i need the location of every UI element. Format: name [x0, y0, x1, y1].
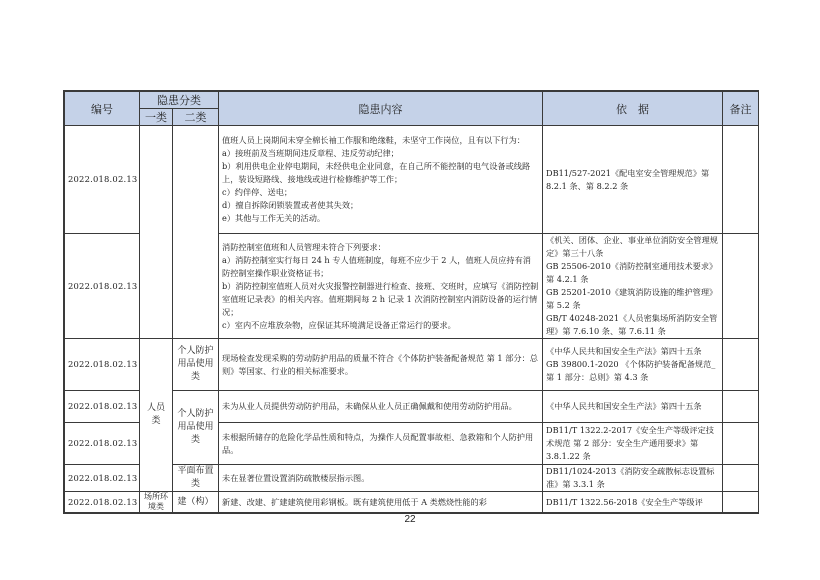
row-note: [723, 126, 759, 234]
row-note: [723, 339, 759, 391]
content-line: 现场检查发现采购的劳动防护用品的质量不符合《个体防护装备配备规范 第 1 部分：总则》等国家、行业的相关标准要求。: [222, 352, 538, 376]
content-line: 未在显著位置设置消防疏散楼层指示图。: [222, 472, 370, 483]
basis-line: GB 25201-2010《建筑消防设施的维护管理》第 5.2 条: [546, 287, 718, 310]
basis-line: DB11/T 1322.56-2018《安全生产等级评: [546, 496, 703, 507]
header-cat2: 二类: [173, 109, 219, 126]
content-line: d）擅自拆除闭锁装置或者使其失效；: [222, 200, 359, 210]
content-line: 消防控制室值班和人员管理未符合下列要求：: [222, 241, 386, 252]
row-cat2: 建（构）: [173, 492, 219, 513]
hazard-table: [63, 90, 759, 514]
header-content: 隐患内容: [219, 92, 543, 126]
content-line: b）利用供电企业停电期间，未经供电企业同意，在自己所不能控制的电气设备或线路上，装设短路线、接地线或进行检修维护等工作；: [222, 161, 531, 184]
row-basis: [543, 492, 723, 513]
content-line: e）其他与工作无关的活动。: [222, 213, 326, 223]
row-content: [219, 391, 543, 423]
content-line: a）消防控制室实行每日 24 h 专人值班制度，每班不应少于 2 人，值班人员应持有消防控制室操作职业资格证书；: [222, 254, 531, 278]
row-code: 2022.018.02.13: [65, 234, 140, 339]
row-code: 2022.018.02.13: [65, 465, 140, 492]
row-note: [723, 234, 759, 339]
row-note: [723, 391, 759, 423]
content-line: b）消防控制室值班人员对火灾报警控制器进行检查、接班、交班时，应填写《消防控制室值班记录表》的相关内容。值班期间每 2 h 记录 1 次消防控制室内消防设备的运行情况；: [222, 280, 539, 317]
header-note: 备注: [723, 92, 759, 126]
content-line: 新建、改建、扩建建筑使用彩钢板。既有建筑使用低于 A 类燃烧性能的彩: [222, 496, 487, 507]
basis-line: GB/T 40248-2021《人员密集场所消防安全管理》第 7.6.10 条、第 7.6.11 条: [546, 313, 718, 336]
content-line: 未为从业人员提供劳动防护用品，未确保从业人员正确佩戴和使用劳动防护用品。: [222, 401, 517, 411]
header-code: 编号: [65, 92, 140, 126]
basis-line: DB11/527-2021《配电室安全管理规范》第 8.2.1 条、第 8.2.2 条: [546, 167, 710, 191]
row-basis: [543, 126, 723, 234]
row-content: [219, 126, 543, 234]
header-basis: 依 据: [543, 92, 723, 126]
basis-line: 《中华人民共和国安全生产法》第四十五条: [546, 346, 702, 356]
row-basis: [543, 465, 723, 492]
content-line: a）接班前及当班期间违反章程、违反劳动纪律；: [222, 148, 399, 158]
row-content: [219, 339, 543, 391]
row-content: [219, 465, 543, 492]
basis-line: DB11/1024-2013《消防安全疏散标志设置标准》第 3.3.1 条: [546, 466, 715, 489]
row-cat2: 个人防护用品使用类: [173, 391, 219, 465]
row-basis: [543, 391, 723, 423]
row-cat2: 个人防护用品使用类: [173, 339, 219, 391]
basis-line: DB11/T 1322.2-2017《安全生产等级评定技术规范 第 2 部分：安全生产通用要求》第 3.8.1.22 条: [546, 425, 714, 461]
content-line: c）室内不应堆放杂物，应保证其环境满足设备正常运行的要求。: [222, 319, 456, 330]
row-content: [219, 234, 543, 339]
row-code: 2022.018.02.13: [65, 492, 140, 513]
row-note: [723, 423, 759, 465]
content-line: 未根据所储存的危险化学品性质和特点，为操作人员配置事故柜、急救箱和个人防护用品。: [222, 431, 534, 455]
row-code: 2022.018.02.13: [65, 339, 140, 391]
table-row: [65, 492, 759, 513]
row-cat1: 人员类: [140, 339, 173, 492]
page-number: 22: [404, 514, 416, 525]
basis-line: GB 39800.1-2020 《个体防护装备配备规范_第 1 部分：总则》第 4.3 条: [546, 359, 716, 382]
row-note: [723, 465, 759, 492]
row-basis: [543, 339, 723, 391]
row-content: [219, 423, 543, 465]
basis-line: GB 25506-2010《消防控制室通用技术要求》第 4.2.1 条: [546, 261, 718, 284]
row-cat2: 平面布置类: [173, 465, 219, 492]
basis-line: 《机关、团体、企业、事业单位消防安全管理规定》第三十八条: [546, 235, 718, 258]
table-row: [65, 126, 759, 234]
row-code: 2022.018.02.13: [65, 126, 140, 234]
row-code: 2022.018.02.13: [65, 391, 140, 423]
basis-line: 《中华人民共和国安全生产法》第四十五条: [546, 401, 702, 411]
content-line: c）约伴停、送电；: [222, 187, 293, 197]
row-cat1: [140, 126, 173, 339]
row-code: 2022.018.02.13: [65, 423, 140, 465]
table-row: [65, 339, 759, 391]
content-line: 值班人员上岗期间未穿全棉长袖工作服和绝缘鞋，未坚守工作岗位，且有以下行为：: [222, 135, 525, 145]
row-basis: [543, 234, 723, 339]
row-basis: [543, 423, 723, 465]
row-content: [219, 492, 543, 513]
row-note: [723, 492, 759, 513]
row-cat2: [173, 126, 219, 339]
header-cat1: 一类: [140, 109, 173, 126]
header-category: 隐患分类: [140, 92, 219, 109]
row-cat1: 场所环境类: [140, 492, 173, 513]
